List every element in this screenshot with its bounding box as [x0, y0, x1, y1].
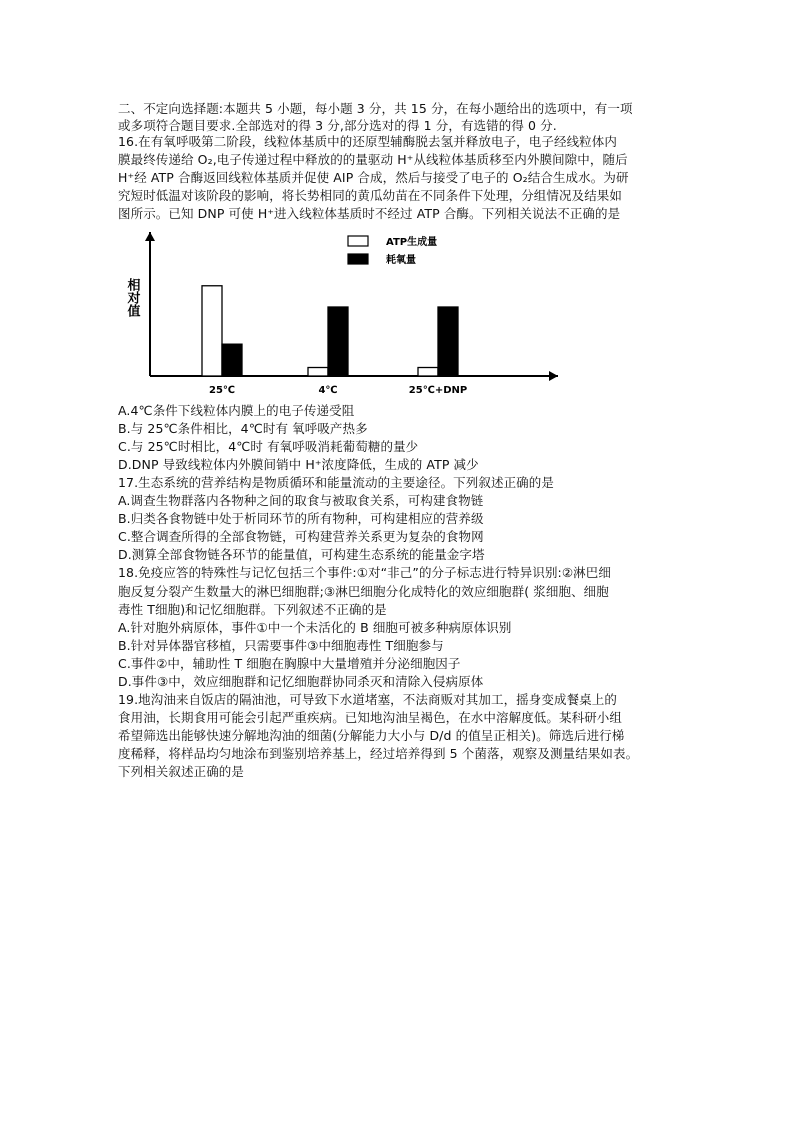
q18-option-c: C.事件②中，辅助性 T 细胞在胸腺中大量增殖并分泌细胞因子 — [118, 656, 461, 671]
q16-stem-line: 图所示。已知 DNP 可使 H⁺进入线粒体基质时不经过 ATP 合酶。下列相关说法不正确的是 — [118, 206, 621, 221]
bar — [222, 344, 242, 376]
q17-option-c: C.整合调查所得的全部食物链，可构建营养关系更为复杂的食物网 — [118, 529, 484, 544]
section-header-line: 或多项符合题目要求.全部选对的得 3 分,部分选对的得 1 分，有选错的得 0 分. — [118, 118, 557, 133]
x-tick-label: 25℃ — [208, 385, 236, 396]
bar — [202, 286, 222, 376]
q17-option-d: D.测算全部食物链各环节的能量值，可构建生态系统的能量金字塔 — [118, 547, 485, 562]
q19-stem-line: 下列相关叙述正确的是 — [118, 764, 245, 779]
q16-option-a: A.4℃条件下线粒体内膜上的电子传递受阻 — [118, 403, 355, 418]
q18-option-b: B.针对异体器官移植，只需要事件③中细胞毒性 T细胞参与 — [118, 638, 444, 653]
legend-swatch — [348, 254, 368, 264]
x-tick-label: 25℃+DNP — [408, 385, 468, 396]
q19-stem-line: 度稀释，将样品均匀地涂布到鉴别培养基上，经过培养得到 5 个菌落，观察及测量结果如表。 — [118, 746, 639, 761]
q16-stem-line: 究短时低温对该阶段的影响，将长势相同的黄瓜幼苗在不同条件下处理，分组情况及结果如 — [118, 188, 623, 203]
q16-stem-line: 膜最终传递给 O₂,电子传递过程中释放的的量驱动 H⁺从线粒体基质移至内外膜间隙中，随后 — [118, 152, 628, 167]
q17-stem: 17.生态系统的营养结构是物质循环和能量流动的主要途径。下列叙述正确的是 — [118, 475, 554, 490]
bar — [438, 307, 458, 376]
q16-option-c: C.与 25℃时相比，4℃时 有氧呼吸消耗葡萄糖的量少 — [118, 439, 419, 454]
legend-label: 耗氧量 — [386, 255, 416, 266]
y-axis-label: 相对值 — [124, 278, 140, 317]
q19-stem-line: 19.地沟油来自饭店的隔油池，可导致下水道堵塞，不法商贩对其加工，摇身变成餐桌上的 — [118, 692, 617, 707]
q18-stem-line: 胞反复分裂产生数量大的淋巴细胞群;③淋巴细胞分化成特化的效应细胞群( 浆细胞、细胞 — [118, 584, 609, 599]
q18-stem-line: 毒性 T细胞)和记忆细胞群。下列叙述不正确的是 — [118, 602, 387, 617]
x-tick-label: 4℃ — [318, 385, 338, 396]
q18-option-d: D.事件③中，效应细胞群和记忆细胞群协同杀灭和清除入侵病原体 — [118, 674, 484, 689]
legend-label: ATP生成量 — [386, 237, 438, 248]
bar — [308, 368, 328, 376]
legend-swatch — [348, 236, 368, 246]
q17-option-a: A.调查生物群落内各物种之间的取食与被取食关系，可构建食物链 — [118, 493, 484, 508]
bar — [328, 307, 348, 376]
bar — [418, 368, 438, 376]
q16-stem-line: 16.在有氧呼吸第二阶段，线粒体基质中的还原型辅酶脱去氢并释放电子，电子经线粒体内 — [118, 134, 617, 149]
q17-option-b: B.归类各食物链中处于析同环节的所有物种，可构建相应的营养级 — [118, 511, 484, 526]
section-header-line: 二、不定向选择题:本题共 5 小题，每小题 3 分，共 15 分，在每小题给出的选项中，有一项 — [118, 101, 633, 116]
x-axis-arrow — [549, 371, 558, 381]
y-axis-arrow — [145, 232, 155, 241]
q18-option-a: A.针对胞外病原体，事件①中一个未活化的 B 细胞可被多种病原体识别 — [118, 620, 512, 635]
q16-option-d: D.DNP 导致线粒体内外膜间销中 H⁺浓度降低，生成的 ATP 减少 — [118, 457, 479, 472]
q16-option-b: B.与 25℃条件相比，4℃时有 氧呼吸产热多 — [118, 421, 368, 436]
q16-bar-chart — [118, 226, 578, 404]
q18-stem-line: 18.免疫应答的特殊性与记忆包括三个事件:①对“非己”的分子标志进行特异识别:②淋巴细 — [118, 565, 611, 580]
q19-stem-line: 希望筛选出能够快速分解地沟油的细菌(分解能力大小与 D/d 的值呈正相关)。筛选后进行梯 — [118, 728, 625, 743]
q19-stem-line: 食用油，长期食用可能会引起严重疾病。已知地沟油呈褐色，在水中溶解度低。某科研小组 — [118, 710, 623, 725]
q16-stem-line: H⁺经 ATP 合酶返回线粒体基质并促使 AIP 合成，然后与接受了电子的 O₂结合生成水。为研 — [118, 170, 629, 185]
